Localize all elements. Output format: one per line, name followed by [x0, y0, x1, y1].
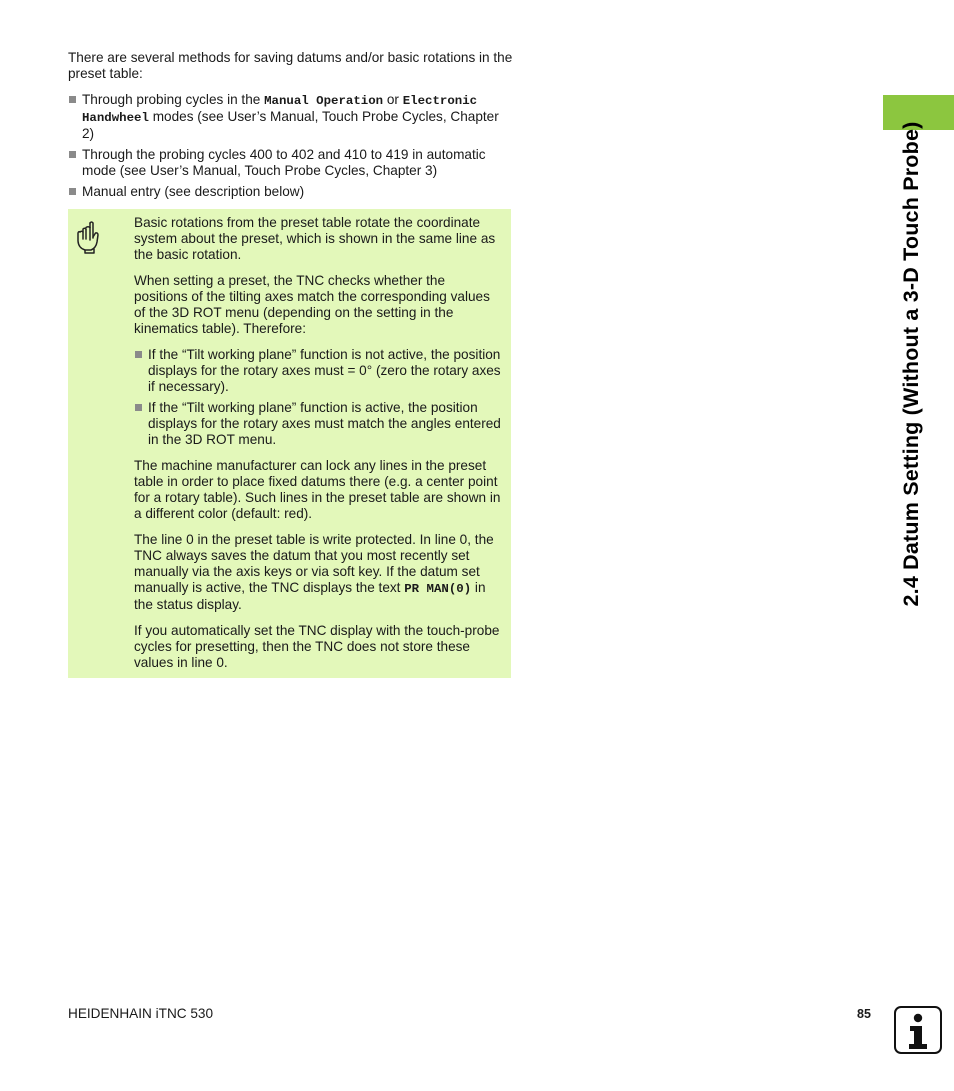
method-text: modes (see User’s Manual, Touch Probe Cycles, Chapter 2) — [82, 109, 499, 141]
note-paragraph: Basic rotations from the preset table rotate the coordinate system about the preset, which is shown in the same line as the basic rotation. — [134, 215, 496, 262]
hand-pointing-icon — [76, 220, 102, 254]
methods-list — [68, 92, 513, 205]
mode-name-manual-operation: Manual Operation — [264, 94, 384, 108]
note-paragraph — [134, 532, 502, 613]
note-box — [68, 209, 511, 678]
list-item — [68, 92, 513, 142]
page-number: 85 — [857, 1007, 871, 1021]
method-text: or — [383, 92, 403, 107]
note-text: The line 0 in the preset table is write protected. In line 0, the TNC always saves the datum that you most recently set manually via the axis keys or via soft key. If the datum set manually is active, the TNC displays the text — [134, 532, 494, 595]
list-item: Manual entry (see description below) — [68, 184, 513, 200]
note-paragraph: If you automatically set the TNC display with the touch-probe cycles for presetting, then the TNC does not store these values in line 0. — [134, 623, 500, 670]
list-item: If the “Tilt working plane” function is active, the position displays for the rotary axes must match the angles entered in the 3D ROT menu. — [134, 400, 502, 448]
note-text: in the status display. — [134, 580, 486, 612]
list-item: If the “Tilt working plane” function is not active, the position displays for the rotary axes must = 0° (zero the rotary axes if necessary). — [134, 347, 502, 395]
status-text-code: PR MAN(0) — [404, 582, 472, 596]
note-content — [134, 215, 502, 681]
chapter-title-text: 2.4 Datum Setting (Without a 3-D Touch Probe) — [899, 121, 923, 607]
method-text: Through probing cycles in the — [82, 92, 265, 107]
info-glyph-icon — [896, 1008, 940, 1052]
note-bullet-list — [134, 347, 502, 448]
intro-paragraph: There are several methods for saving datums and/or basic rotations in the preset table: — [68, 50, 513, 81]
info-icon — [894, 1006, 942, 1054]
footer-product-name: HEIDENHAIN iTNC 530 — [68, 1006, 214, 1021]
note-paragraph: The machine manufacturer can lock any lines in the preset table in order to place fixed datums there (e.g. a center point for a rotary table). Such lines in the preset table are shown in a different color (default: red). — [134, 458, 501, 521]
mode-name-electronic-handwheel: Electronic Handwheel — [82, 94, 478, 125]
list-item: Through the probing cycles 400 to 402 and 410 to 419 in automatic mode (see User’s Manual, Touch Probe Cycles, Chapter 3) — [68, 147, 513, 179]
note-paragraph: When setting a preset, the TNC checks whether the positions of the tilting axes match the corresponding values of the 3D ROT menu (depending on the setting in the kinematics table). Therefore: — [134, 273, 490, 336]
